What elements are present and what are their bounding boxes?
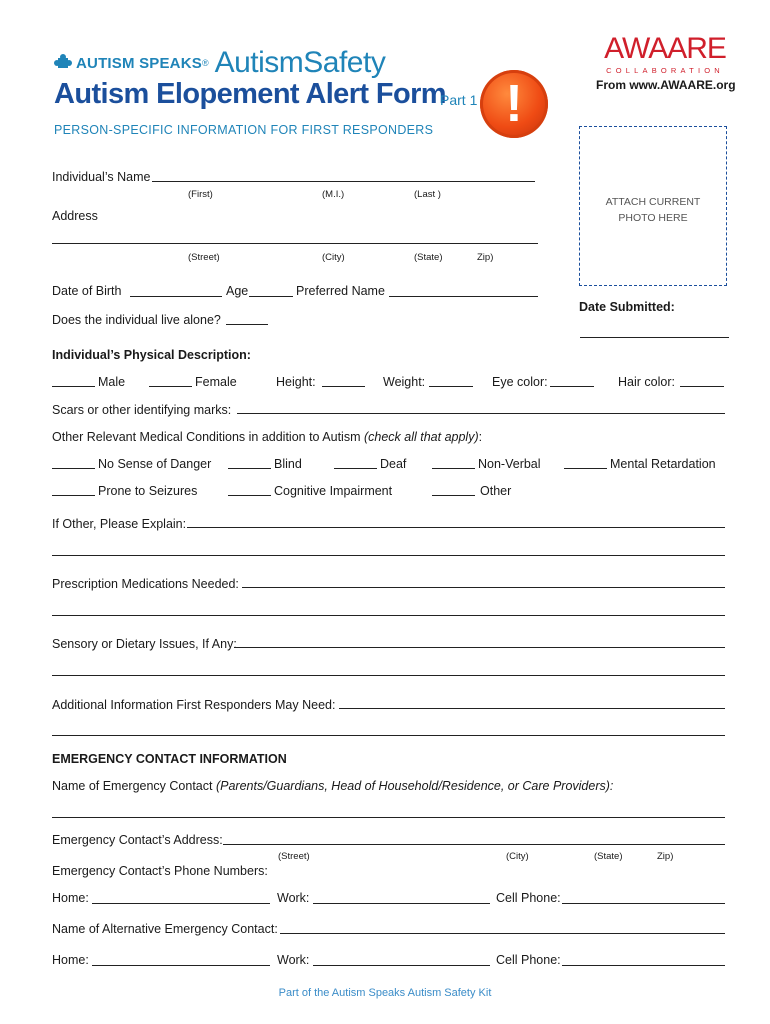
date-submitted-label: Date Submitted: bbox=[579, 300, 675, 314]
mental-retardation-label: Mental Retardation bbox=[610, 457, 716, 471]
prone-seizures-label: Prone to Seizures bbox=[98, 484, 198, 498]
brand-autism-safety bbox=[215, 46, 386, 80]
mi-caption: (M.I.) bbox=[322, 189, 345, 200]
state-caption: (State) bbox=[414, 252, 443, 263]
medical-conditions-heading bbox=[52, 430, 482, 444]
prescriptions-label: Prescription Medications Needed: bbox=[52, 577, 239, 591]
cell-phone-label: Cell Phone: bbox=[496, 891, 561, 905]
brand-product-autism: Autism bbox=[214, 46, 304, 79]
explain-field-2[interactable] bbox=[52, 555, 725, 556]
brand-product-safety: Safety bbox=[303, 46, 386, 79]
photo-attach-box[interactable] bbox=[579, 126, 727, 286]
deaf-check[interactable] bbox=[334, 468, 377, 469]
explain-field-1[interactable] bbox=[187, 527, 725, 528]
cell-phone-field[interactable] bbox=[562, 903, 725, 904]
alt-cell-phone-field[interactable] bbox=[562, 965, 725, 966]
alt-contact-field[interactable] bbox=[280, 933, 725, 934]
street-caption: (Street) bbox=[188, 252, 220, 263]
emergency-address-label: Emergency Contact’s Address: bbox=[52, 833, 223, 847]
awaare-wordmark: AWAARE bbox=[604, 32, 726, 65]
prone-seizures-check[interactable] bbox=[52, 495, 95, 496]
emergency-phones-label: Emergency Contact’s Phone Numbers: bbox=[52, 864, 268, 878]
additional-info-field-2[interactable] bbox=[52, 735, 725, 736]
alt-cell-phone-label: Cell Phone: bbox=[496, 953, 561, 967]
city-caption: (City) bbox=[322, 252, 345, 263]
footer-note: Part of the Autism Speaks Autism Safety Kit bbox=[278, 987, 492, 999]
individual-name-label: Individual’s Name bbox=[52, 170, 151, 184]
puzzle-piece-icon bbox=[54, 54, 72, 72]
other-label: Other bbox=[480, 484, 512, 498]
alt-contact-label: Name of Alternative Emergency Contact: bbox=[52, 922, 278, 936]
weight-field[interactable] bbox=[429, 386, 473, 387]
blind-check[interactable] bbox=[228, 468, 271, 469]
exclamation-alert-icon bbox=[480, 70, 548, 138]
non-verbal-check[interactable] bbox=[432, 468, 475, 469]
emergency-state-caption: (State) bbox=[594, 851, 623, 862]
female-check[interactable] bbox=[149, 386, 192, 387]
live-alone-label: Does the individual live alone? bbox=[52, 313, 221, 327]
mental-retardation-check[interactable] bbox=[564, 468, 607, 469]
preferred-name-label: Preferred Name bbox=[296, 284, 385, 298]
alt-work-phone-label: Work: bbox=[277, 953, 310, 967]
emergency-street-caption: (Street) bbox=[278, 851, 310, 862]
home-phone-field[interactable] bbox=[92, 903, 270, 904]
additional-info-field-1[interactable] bbox=[339, 708, 725, 709]
emergency-name-label bbox=[52, 779, 613, 793]
cognitive-impairment-label: Cognitive Impairment bbox=[274, 484, 393, 498]
medical-heading-hint: (check all that apply) bbox=[363, 430, 479, 444]
scars-field[interactable] bbox=[237, 413, 725, 414]
no-sense-danger-label: No Sense of Danger bbox=[98, 457, 212, 471]
hair-color-field[interactable] bbox=[680, 386, 724, 387]
date-submitted-field[interactable] bbox=[580, 337, 729, 338]
emergency-name-text: Name of Emergency Contact bbox=[52, 779, 216, 793]
brand-autism-speaks: AUTISM SPEAKS bbox=[76, 54, 202, 72]
photo-line-1: ATTACH CURRENT bbox=[605, 196, 701, 208]
additional-info-label: Additional Information First Responders May Need: bbox=[52, 698, 336, 712]
weight-label: Weight: bbox=[383, 375, 426, 389]
individual-name-field[interactable] bbox=[152, 181, 535, 182]
form-title: Autism Elopement Alert Form bbox=[54, 78, 446, 110]
awaare-logo bbox=[598, 34, 732, 75]
preferred-name-field[interactable] bbox=[389, 296, 538, 297]
eye-color-field[interactable] bbox=[550, 386, 594, 387]
sensory-field-2[interactable] bbox=[52, 675, 725, 676]
dob-label: Date of Birth bbox=[52, 284, 122, 298]
sensory-label: Sensory or Dietary Issues, If Any: bbox=[52, 637, 237, 651]
prescriptions-field-2[interactable] bbox=[52, 615, 725, 616]
part-label: Part 1 bbox=[440, 92, 478, 108]
awaare-collaboration: COLLABORATION bbox=[606, 66, 724, 75]
emergency-name-field[interactable] bbox=[52, 817, 725, 818]
first-caption: (First) bbox=[188, 189, 213, 200]
cognitive-impairment-check[interactable] bbox=[228, 495, 271, 496]
emergency-zip-caption: Zip) bbox=[657, 851, 674, 862]
zip-caption: Zip) bbox=[477, 252, 494, 263]
dob-field[interactable] bbox=[130, 296, 222, 297]
section-heading-person: PERSON-SPECIFIC INFORMATION FOR FIRST RESPONDERS bbox=[54, 123, 434, 137]
work-phone-field[interactable] bbox=[313, 903, 490, 904]
height-field[interactable] bbox=[322, 386, 365, 387]
work-phone-label: Work: bbox=[277, 891, 310, 905]
home-phone-label: Home: bbox=[52, 891, 89, 905]
address-label: Address bbox=[52, 209, 98, 223]
alt-home-phone-field[interactable] bbox=[92, 965, 270, 966]
scars-label: Scars or other identifying marks: bbox=[52, 403, 232, 417]
male-check[interactable] bbox=[52, 386, 95, 387]
registered-mark: ® bbox=[201, 58, 209, 68]
photo-line-2: PHOTO HERE bbox=[618, 212, 688, 224]
age-field[interactable] bbox=[249, 296, 293, 297]
sensory-field-1[interactable] bbox=[234, 647, 725, 648]
non-verbal-label: Non-Verbal bbox=[478, 457, 541, 471]
other-check[interactable] bbox=[432, 495, 475, 496]
age-label: Age bbox=[226, 284, 249, 298]
emergency-city-caption: (City) bbox=[506, 851, 529, 862]
hair-color-label: Hair color: bbox=[618, 375, 675, 389]
medical-heading-text: Other Relevant Medical Conditions in addition to Autism bbox=[52, 430, 364, 444]
photo-instructions bbox=[580, 194, 726, 226]
male-label: Male bbox=[98, 375, 126, 389]
eye-color-label: Eye color: bbox=[492, 375, 548, 389]
address-field[interactable] bbox=[52, 243, 538, 244]
height-label: Height: bbox=[276, 375, 316, 389]
medical-heading-colon: : bbox=[478, 430, 483, 444]
alt-home-phone-label: Home: bbox=[52, 953, 89, 967]
physical-description-heading: Individual’s Physical Description: bbox=[52, 348, 251, 362]
explain-label: If Other, Please Explain: bbox=[52, 517, 187, 531]
female-label: Female bbox=[195, 375, 237, 389]
emergency-address-field[interactable] bbox=[223, 844, 725, 845]
emergency-heading: EMERGENCY CONTACT INFORMATION bbox=[52, 752, 287, 766]
prescriptions-field-1[interactable] bbox=[242, 587, 725, 588]
last-caption: (Last ) bbox=[414, 189, 441, 200]
blind-label: Blind bbox=[274, 457, 302, 471]
emergency-name-hint: (Parents/Guardians, Head of Household/Residence, or Care Providers): bbox=[215, 779, 614, 793]
source-link[interactable]: From www.AWAARE.org bbox=[596, 78, 736, 92]
live-alone-field[interactable] bbox=[226, 324, 268, 325]
alert-symbol: ! bbox=[505, 75, 523, 133]
deaf-label: Deaf bbox=[380, 457, 407, 471]
alt-work-phone-field[interactable] bbox=[313, 965, 490, 966]
no-sense-danger-check[interactable] bbox=[52, 468, 95, 469]
autism-speaks-logo bbox=[54, 46, 385, 80]
